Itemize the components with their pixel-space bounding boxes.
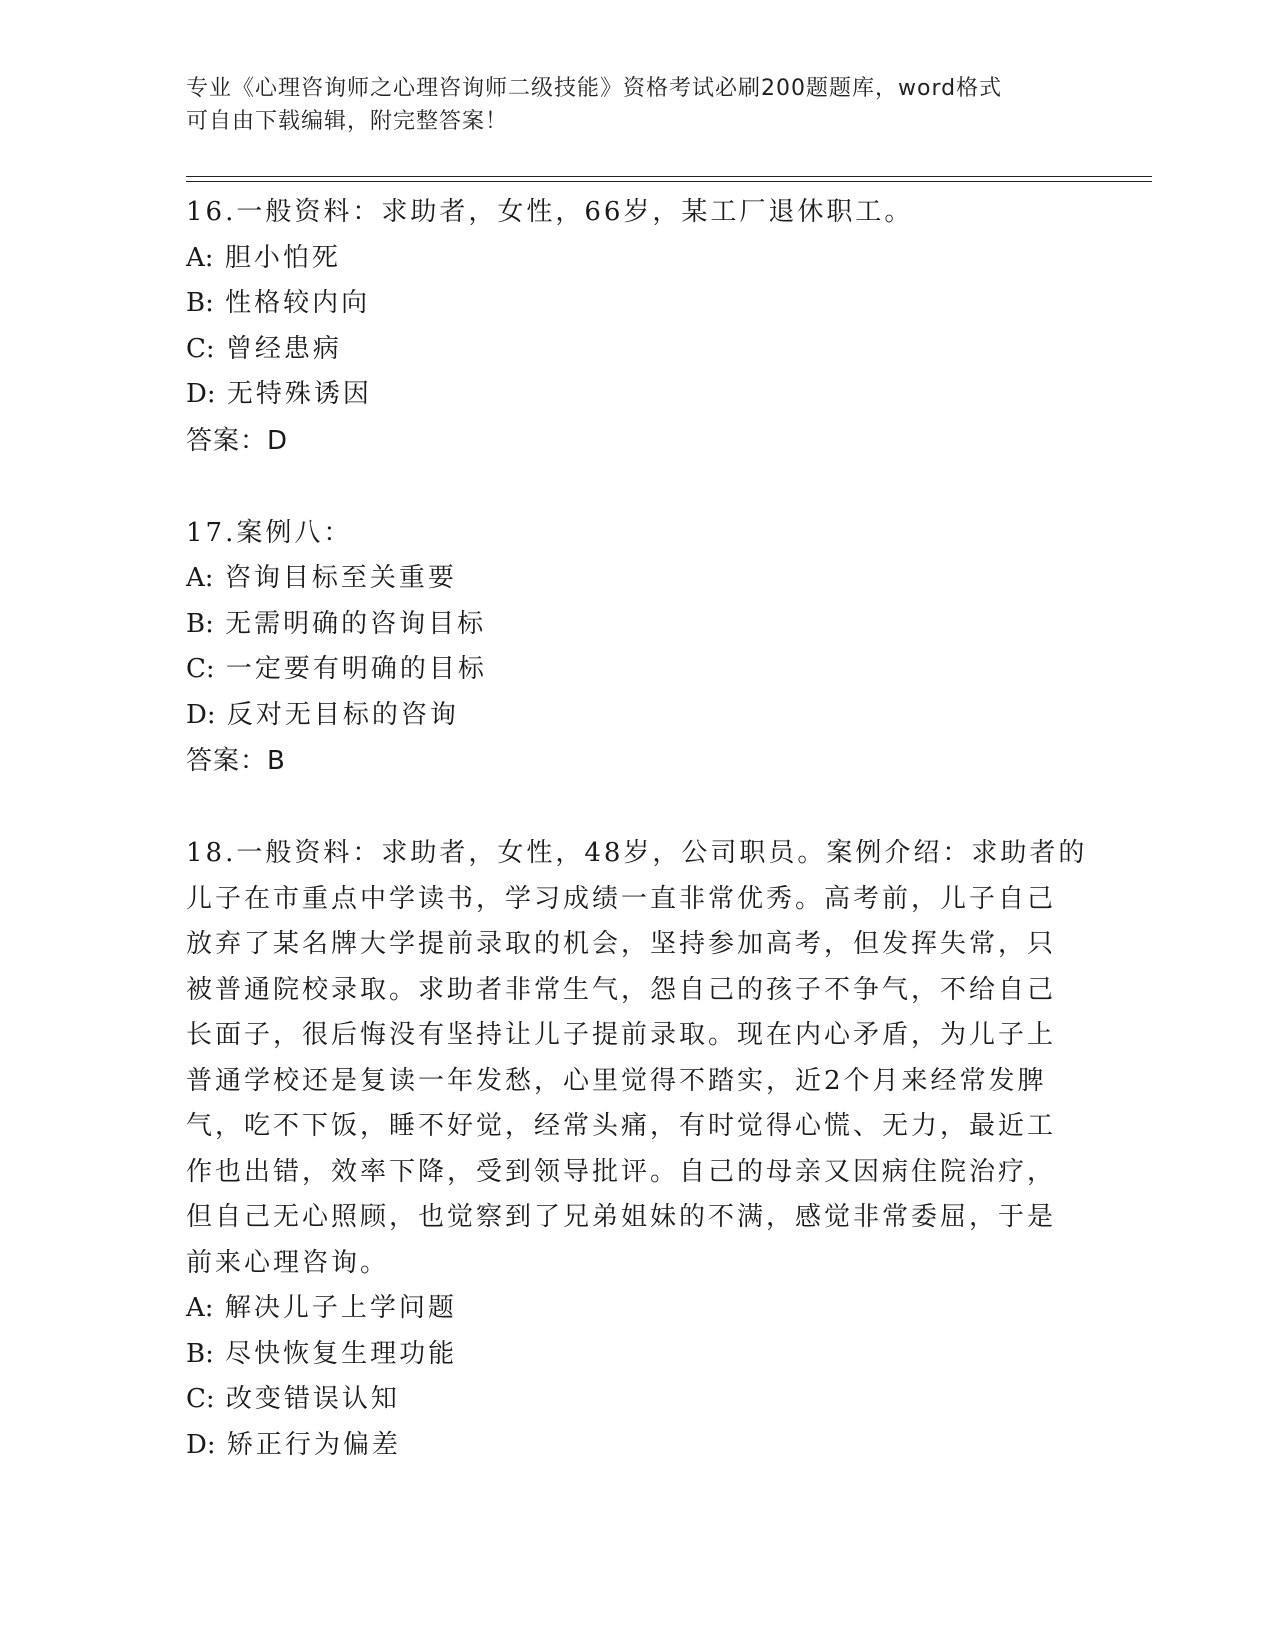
question-stem-line: 气，吃不下饭，睡不好觉，经常头痛，有时觉得心慌、无力，最近工 [186, 1111, 1057, 1141]
option-text: 性格较内向 [225, 288, 371, 318]
option-d [186, 372, 1086, 418]
option-label: A: [186, 563, 214, 593]
question-stem: 17.案例八： [186, 517, 353, 548]
header-line-1: 专业《心理咨询师之心理咨询师二级技能》资格考试必刷200题题库，word格式 [186, 76, 1003, 101]
question-16 [186, 190, 1086, 464]
answer-line: 答案：B [186, 746, 286, 776]
question-stem-line: 普通学校还是复读一年发愁，心里觉得不踏实，近2个月来经常发脾 [186, 1065, 1047, 1096]
option-label: C: [186, 333, 215, 364]
option-a [186, 1286, 1086, 1332]
question-stem-line: 儿子在市重点中学读书，学习成绩一直非常优秀。高考前，儿子自己 [186, 883, 1057, 914]
option-label: B: [186, 1338, 214, 1369]
question-stem-line: 前来心理咨询。 [186, 1247, 390, 1278]
question-stem-line: 18.一般资料：求助者，女性，48岁，公司职员。案例介绍：求助者的 [186, 838, 1088, 868]
question-stem: 16.一般资料：求助者，女性，66岁，某工厂退休职工。 [186, 197, 914, 227]
option-b [186, 281, 1086, 327]
option-c [186, 327, 1086, 373]
question-stem-line: 放弃了某名牌大学提前录取的机会，坚持参加高考，但发挥失常，只 [186, 929, 1057, 959]
option-label: C: [186, 1384, 215, 1414]
option-text: 解决儿子上学问题 [224, 1293, 457, 1323]
option-label: D: [186, 1429, 216, 1460]
option-label: B: [186, 288, 214, 318]
option-text: 改变错误认知 [225, 1384, 400, 1414]
option-text: 尽快恢复生理功能 [225, 1338, 458, 1369]
answer-line: 答案：D [186, 425, 289, 456]
option-c [186, 1377, 1086, 1423]
option-c [186, 647, 1086, 693]
option-text: 一定要有明确的目标 [225, 654, 487, 684]
option-b [186, 602, 1086, 648]
option-d [186, 693, 1086, 739]
option-label: D: [186, 379, 216, 409]
question-18 [186, 831, 1086, 1468]
option-text: 矫正行为偏差 [226, 1429, 401, 1460]
option-label: C: [186, 654, 215, 684]
option-b [186, 1332, 1086, 1378]
option-a [186, 236, 1086, 282]
question-17 [186, 511, 1086, 785]
option-text: 反对无目标的咨询 [226, 699, 459, 730]
question-stem-line: 长面子，很后悔没有坚持让儿子提前录取。现在内心矛盾，为儿子上 [186, 1020, 1057, 1050]
question-list [186, 190, 1086, 1515]
option-text: 咨询目标至关重要 [224, 563, 457, 593]
option-d [186, 1423, 1086, 1469]
question-stem-line: 被普通院校录取。求助者非常生气，怨自己的孩子不争气，不给自己 [186, 974, 1057, 1005]
option-text: 胆小怕死 [224, 242, 341, 273]
question-stem-line: 但自己无心照顾，也觉察到了兄弟姐妹的不满，感觉非常委屈，于是 [186, 1202, 1057, 1232]
option-text: 曾经患病 [225, 333, 342, 364]
question-stem-line: 作也出错，效率下降，受到领导批评。自己的母亲又因病住院治疗， [186, 1156, 1057, 1187]
option-label: B: [186, 608, 214, 639]
option-label: A: [186, 242, 214, 273]
option-text: 无需明确的咨询目标 [225, 608, 487, 639]
document-header [186, 72, 1066, 138]
option-label: A: [186, 1293, 214, 1323]
header-divider-top [186, 176, 1152, 177]
option-label: D: [186, 699, 216, 730]
header-line-2: 可自由下载编辑，附完整答案！ [186, 109, 509, 134]
header-divider-bottom [186, 181, 1152, 182]
option-a [186, 556, 1086, 602]
option-text: 无特殊诱因 [226, 379, 372, 409]
